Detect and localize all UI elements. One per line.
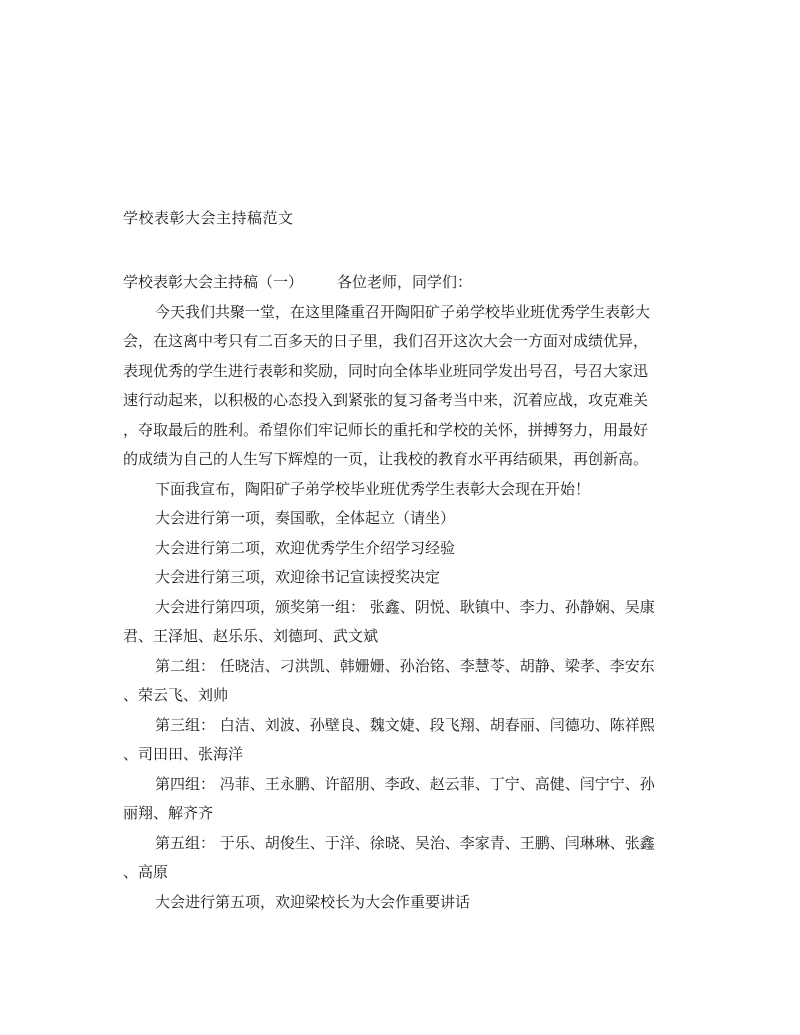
paragraph-line: 大会进行第五项，欢迎梁校长为大会作重要讲话	[155, 892, 471, 911]
paragraph-line: 速行动起来，以积极的心态投入到紧张的复习备考当中来，沉着应战，攻克难关	[123, 391, 649, 409]
subtitle-line	[123, 268, 688, 298]
paragraph-line: 表现优秀的学生进行表彰和奖励，同时向全体毕业班同学发出号召，号召大家迅	[123, 361, 649, 380]
paragraph-line: 第三组： 白洁、刘波、孙壁良、魏文婕、段飞翔、胡春丽、闫德功、陈祥熙	[155, 715, 655, 734]
paragraph-line: 第二组： 任晓洁、刁洪凯、韩姗姗、孙治铭、李慧苓、胡静、梁孝、李安东	[155, 656, 655, 675]
paragraph-line: 、荣云飞、刘帅	[123, 686, 229, 704]
document-subtitle: 学校表彰大会主持稿（一）	[123, 273, 304, 291]
document-title: 学校表彰大会主持稿范文	[123, 209, 294, 227]
paragraph-line: 大会进行第一项，奏国歌，全体起立（请坐）	[155, 509, 456, 527]
paragraph-line: 的成绩为自己的人生写下辉煌的一页，让我校的教育水平再结硕果，再创新高。	[123, 450, 649, 468]
paragraph-line: 丽翔、解齐齐	[123, 804, 214, 822]
paragraph-line: 君、王泽旭、赵乐乐、刘德珂、武文斌	[123, 627, 379, 645]
paragraph-line: 、高原	[123, 863, 169, 881]
document-body	[123, 268, 688, 917]
paragraph-line: 第五组： 于乐、胡俊生、于洋、徐晓、吴治、李家青、王鹏、闫琳琳、张鑫	[155, 833, 655, 852]
paragraph-line: ，夺取最后的胜利。希望你们牢记师长的重托和学校的关怀，拼搏努力，用最好	[123, 420, 649, 439]
paragraph-line: 今天我们共聚一堂，在这里隆重召开陶阳矿子弟学校毕业班优秀学生表彰大	[155, 302, 651, 321]
paragraph-line: 会，在这离中考只有二百多天的日子里，我们召开这次大会一方面对成绩优异，	[123, 332, 649, 350]
paragraph-line: 大会进行第四项，颁奖第一组： 张鑫、阴悦、耿镇中、李力、孙静娴、吴康	[155, 597, 655, 616]
salutation: 各位老师，同学们：	[337, 273, 473, 291]
paragraph-line: 第四组： 冯菲、王永鹏、许韶朋、李政、赵云菲、丁宁、高健、闫宁宁、孙	[155, 774, 655, 793]
paragraph-line: 下面我宣布，陶阳矿子弟学校毕业班优秀学生表彰大会现在开始！	[155, 479, 591, 498]
paragraph-line: 大会进行第二项，欢迎优秀学生介绍学习经验	[155, 538, 456, 557]
paragraph-line: 、司田田、张海洋	[123, 745, 244, 763]
paragraph-line: 大会进行第三项，欢迎徐书记宣读授奖决定	[155, 568, 441, 586]
